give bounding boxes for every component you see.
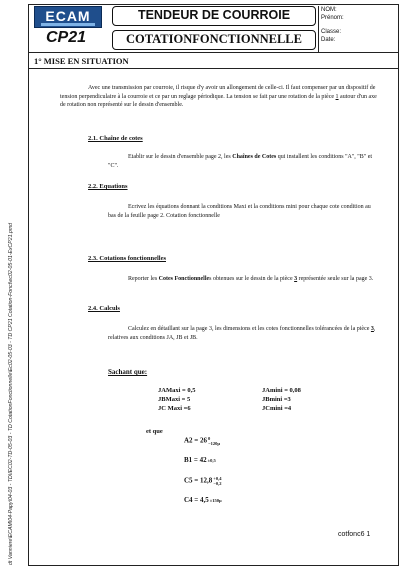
tolerance-b1: [184, 456, 216, 464]
p4-text-a: Calculez en détaillant sur la page 3, les dimensions et les cotes fonctionnelles tolérancées de la pièce: [128, 326, 371, 332]
section-divider: [28, 68, 399, 69]
ecam-logo: [34, 6, 102, 28]
condition-jb-maxi: JBMaxi = 5: [158, 396, 191, 403]
tolerance-a2-upper: 0: [208, 436, 211, 441]
sachant-que-label: Sachant que:: [108, 368, 148, 376]
tolerance-b1-base: B1 = 42: [184, 456, 207, 464]
student-id-box: [318, 6, 398, 52]
tolerance-c5-deviation: [213, 476, 221, 486]
p4-text-b: , relatives aux conditions JA, JB et JB.: [108, 326, 376, 341]
p3-text-b: s obtenues sur le dessin de la pièce: [209, 276, 295, 282]
tolerance-c5-lower: −0,2: [213, 481, 222, 486]
logo-text: ECAM: [45, 8, 91, 24]
classe-field: Classe:: [321, 29, 342, 35]
header: [28, 4, 399, 50]
paragraph-calculs: [108, 325, 376, 342]
tolerance-c4-upper: ±150µ: [209, 497, 222, 503]
tolerance-b1-deviation: [208, 458, 216, 463]
date-field: Date:: [321, 37, 336, 43]
page-reference: cotfonc6 1: [338, 531, 371, 538]
condition-jb-mini: JBmini =3: [262, 396, 291, 403]
maxi-conditions: [158, 386, 195, 413]
condition-ja-mini: JAmini = 0,08: [262, 387, 301, 394]
p3-part-number: 3: [294, 276, 298, 282]
tolerance-b1-upper: ±0,5: [207, 457, 216, 463]
p3-text-bold: Cotes Fonctionnelle: [158, 276, 210, 282]
mini-conditions: [262, 386, 301, 413]
intro-text-a: Avec une transmission par courroie, il risque d'y avoir un allongement de celle-ci. Il faut compenser par un dispositif de tension perpendiculaire à la courroie et ce par un reglage périodique. La tension se fait par une rotation de la pièce: [60, 85, 376, 100]
heading-equations: 2.2. Equations: [88, 183, 128, 190]
heading-chaine-de-cotes: 2.1. Chaîne de cotes: [88, 135, 143, 142]
p1-text-bold: Chaînes de Cotes: [232, 154, 277, 160]
intro-paragraph: [60, 84, 380, 110]
intro-text-b: autour d'un axe de rotation non représenté sur le dessin d'ensemble.: [60, 93, 377, 108]
prenom-field: Prénom:: [321, 15, 344, 21]
document-code: CP21: [45, 29, 87, 46]
tolerance-c5: [184, 476, 222, 486]
p1-text-a: Etablir sur le dessin d'ensemble page 2, les: [128, 154, 233, 160]
section-title: 1° MISE EN SITUATION: [34, 56, 129, 66]
tolerance-a2-deviation: [208, 436, 220, 446]
tolerance-a2-lower: −120µ: [208, 441, 220, 446]
p4-part-number: 3: [370, 326, 374, 332]
tolerance-c4-deviation: [210, 498, 222, 503]
p1-text-b: qui installent les conditions "A", "B" et "C".: [108, 154, 373, 169]
p3-text-a: Reporter les: [128, 276, 159, 282]
heading-calculs: 2.4. Calculs: [88, 305, 120, 312]
tolerance-c4: [184, 496, 222, 504]
tolerance-c4-base: C4 = 4,5: [184, 496, 209, 504]
header-divider: [28, 52, 399, 53]
tolerance-c5-upper: +0,4: [213, 476, 222, 481]
paragraph-cotations-fonctionnelles: [108, 275, 376, 284]
nom-field: NOM:: [321, 7, 337, 13]
paragraph-equations: Ecrivez les équations donnant la conditions Maxi et la conditions mini pour chaque cote condition au bas de la feuille page 2. Cotation fonctionnelle: [108, 204, 371, 219]
document-title: TENDEUR DE COURROIE: [112, 6, 316, 26]
document-subtitle: COTATIONFONCTIONNELLE: [112, 30, 316, 50]
tolerance-c5-base: C5 = 12,8: [184, 476, 213, 485]
tolerance-a2: [184, 436, 220, 446]
paragraph-chaine-de-cotes: [108, 153, 376, 170]
condition-jc-mini: JCmini =4: [262, 405, 292, 412]
intro-part-number: 1: [335, 93, 339, 100]
tolerance-a2-base: A2 = 26: [184, 436, 208, 445]
p3-text-c: représentée seule sur la page 3.: [297, 276, 374, 282]
heading-cotations-fonctionnelles: 2.3. Cotations fonctionnelles: [88, 255, 166, 262]
condition-ja-maxi: JAMaxi = 0,5: [158, 387, 196, 394]
file-path-margin: dt Vanniere\ECAM\04-Papy\04-03 - TD\IEC02-TD-05-03 - TD CotationFonctionnelle\Ec02-05-03 - TD CP21 Cotation-Fonct\ec02-05-01-ExCP21.pmd: [8, 222, 14, 565]
et-que-label: et que: [146, 428, 163, 435]
condition-jc-maxi: JC Maxi =6: [158, 405, 191, 412]
